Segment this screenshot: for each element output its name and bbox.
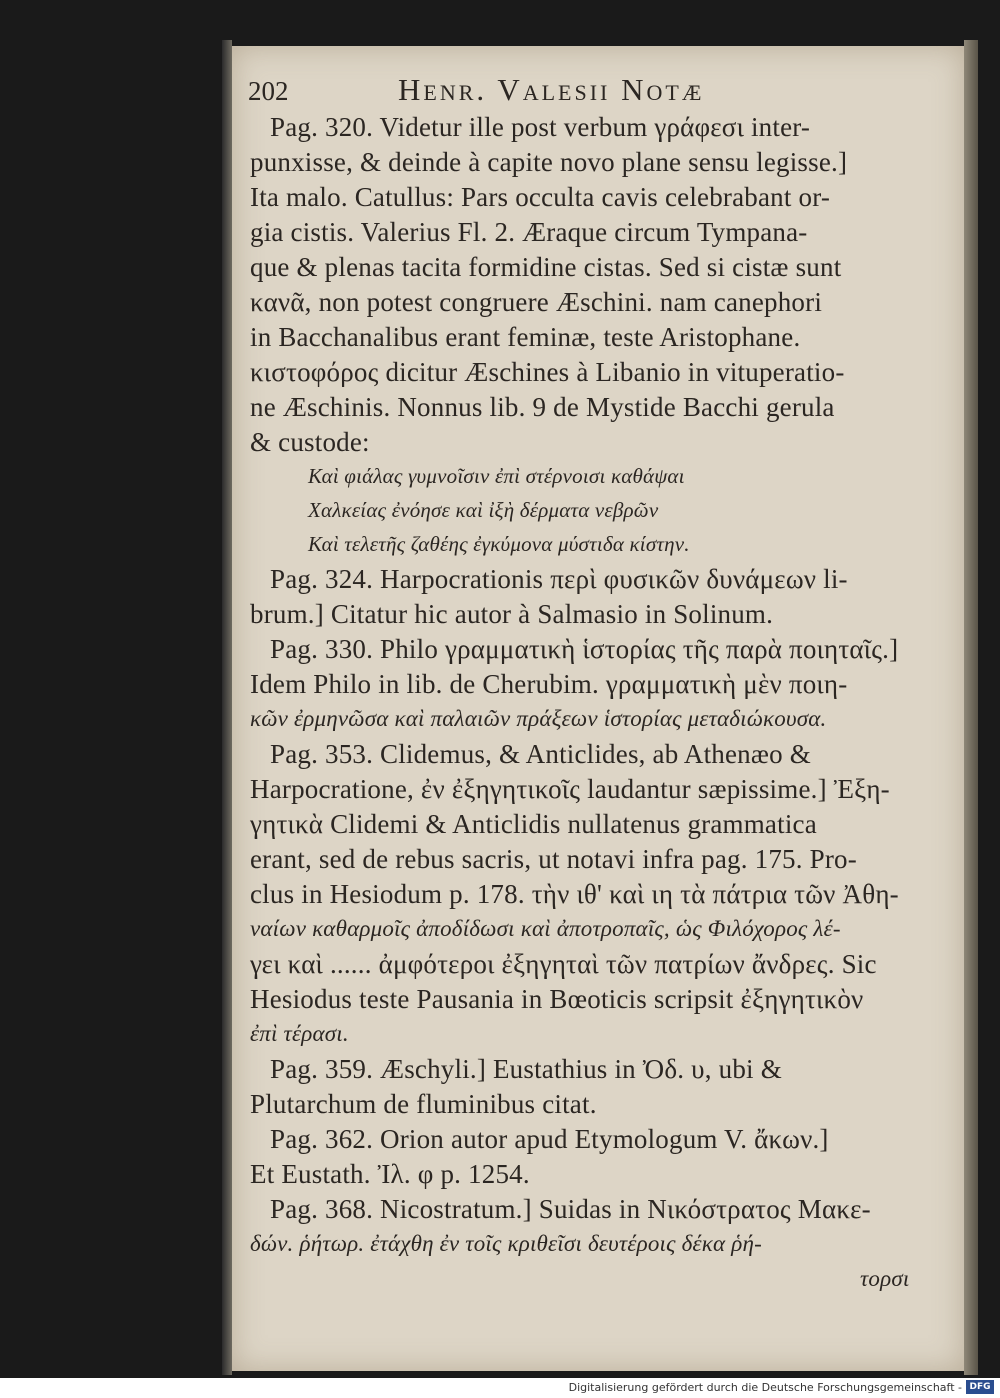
- text-line: Pag. 353. Clidemus, & Anticlides, ab Athenæo &: [270, 739, 811, 769]
- text-line: γει καὶ ...... ἀμφότεροι ἐξηγηταὶ τῶν πατρίων ἄνδρες. Sic: [250, 949, 877, 979]
- text-line: Ita malo. Catullus: Pars occulta cavis celebrabant or-: [250, 182, 831, 212]
- text-line: γητικὰ Clidemi & Anticlidis nullatenus grammatica: [250, 809, 817, 839]
- text-line: Pag. 320. Videtur ille post verbum γράφεσι inter-: [270, 112, 811, 142]
- text-line: κιστοφόρος dicitur Æschines à Libanio in vituperatio-: [250, 357, 845, 387]
- text-line: Pag. 330. Philo γραμματικὴ ἱστορίας τῆς παρὰ ποιηταῖς.]: [270, 634, 899, 664]
- text-line: ναίων καθαρμοῖς ἀποδίδωσι καὶ ἀποτροπαῖς, ὡς Φιλόχορος λέ-: [250, 916, 841, 941]
- text-line: erant, sed de rebus sacris, ut notavi infra pag. 175. Pro-: [250, 844, 857, 874]
- text-line: ne Æschinis. Nonnus lib. 9 de Mystide Bacchi gerula: [250, 392, 835, 422]
- text-line: ἐπὶ τέρασι.: [250, 1021, 349, 1046]
- catchword: τορσι: [860, 1266, 910, 1291]
- text-line: Pag. 359. Æschyli.] Eustathius in Ὀδ. υ, ubi &: [270, 1054, 782, 1084]
- text-line: κανᾶ, non potest congruere Æschini. nam canephori: [250, 287, 823, 317]
- text-line: Harpocratione, ἐν ἐξηγητικοῖς laudantur sæpissime.] Ἐξη-: [250, 774, 890, 804]
- text-line: & custode:: [250, 427, 370, 457]
- text-line: gia cistis. Valerius Fl. 2. Æraque circum Tympana-: [250, 217, 808, 247]
- text-line: clus in Hesiodum p. 178. τὴν ιθ' καὶ ιη τὰ πάτρια τῶν Ἀθη-: [250, 879, 899, 909]
- text-line: Pag. 368. Nicostratum.] Suidas in Νικόστρατος Μακε-: [270, 1194, 871, 1224]
- verse-line: Χαλκείας ἐνόησε καὶ ἰξὴ δέρματα νεβρῶν: [308, 498, 659, 522]
- text-line: punxisse, & deinde à capite novo plane sensu legisse.]: [250, 147, 848, 177]
- text-line: κῶν ἐρμηνῶσα καὶ παλαιῶν πράξεων ἱστορίας μεταδιώκουσα.: [250, 706, 827, 731]
- text-line: Et Eustath. Ἰλ. φ p. 1254.: [250, 1159, 530, 1189]
- text-line: Plutarchum de fluminibus citat.: [250, 1089, 597, 1119]
- text-line: brum.] Citatur hic autor à Salmasio in Solinum.: [250, 599, 774, 629]
- verse-line: Καὶ φιάλας γυμνοῖσιν ἐπὶ στέρνοισι καθάψαι: [308, 464, 685, 488]
- text-line: Hesiodus teste Pausania in Bœoticis scripsit ἐξηγητικὸν: [250, 984, 864, 1014]
- scan-left-edge: [222, 40, 232, 1375]
- text-line: Pag. 362. Orion autor apud Etymologum V. ἄκων.]: [270, 1124, 829, 1154]
- text-line: que & plenas tacita formidine cistas. Sed si cistæ sunt: [250, 252, 842, 282]
- text-line: in Bacchanalibus erant feminæ, teste Aristophane.: [250, 322, 801, 352]
- page-number: 202: [248, 76, 289, 106]
- running-title: Henr. Valesii Notæ: [398, 72, 705, 107]
- footer-credit: Digitalisierung gefördert durch die Deutsche Forschungsgemeinschaft -: [568, 1381, 962, 1394]
- text-line: δών. ῥήτωρ. ἐτάχθη ἐν τοῖς κριθεῖσι δευτέροις δέκα ῥή-: [250, 1231, 762, 1256]
- verse-line: Καὶ τελετῆς ζαθέης ἐγκύμονα μύστιδα κίστην.: [308, 532, 690, 556]
- book-spine: [964, 40, 978, 1375]
- text-line: Idem Philo in lib. de Cherubim. γραμματικὴ μὲν ποιη-: [250, 669, 848, 699]
- text-line: Pag. 324. Harpocrationis περὶ φυσικῶν δυνάμεων li-: [270, 564, 848, 594]
- dfg-logo: DFG: [966, 1380, 994, 1394]
